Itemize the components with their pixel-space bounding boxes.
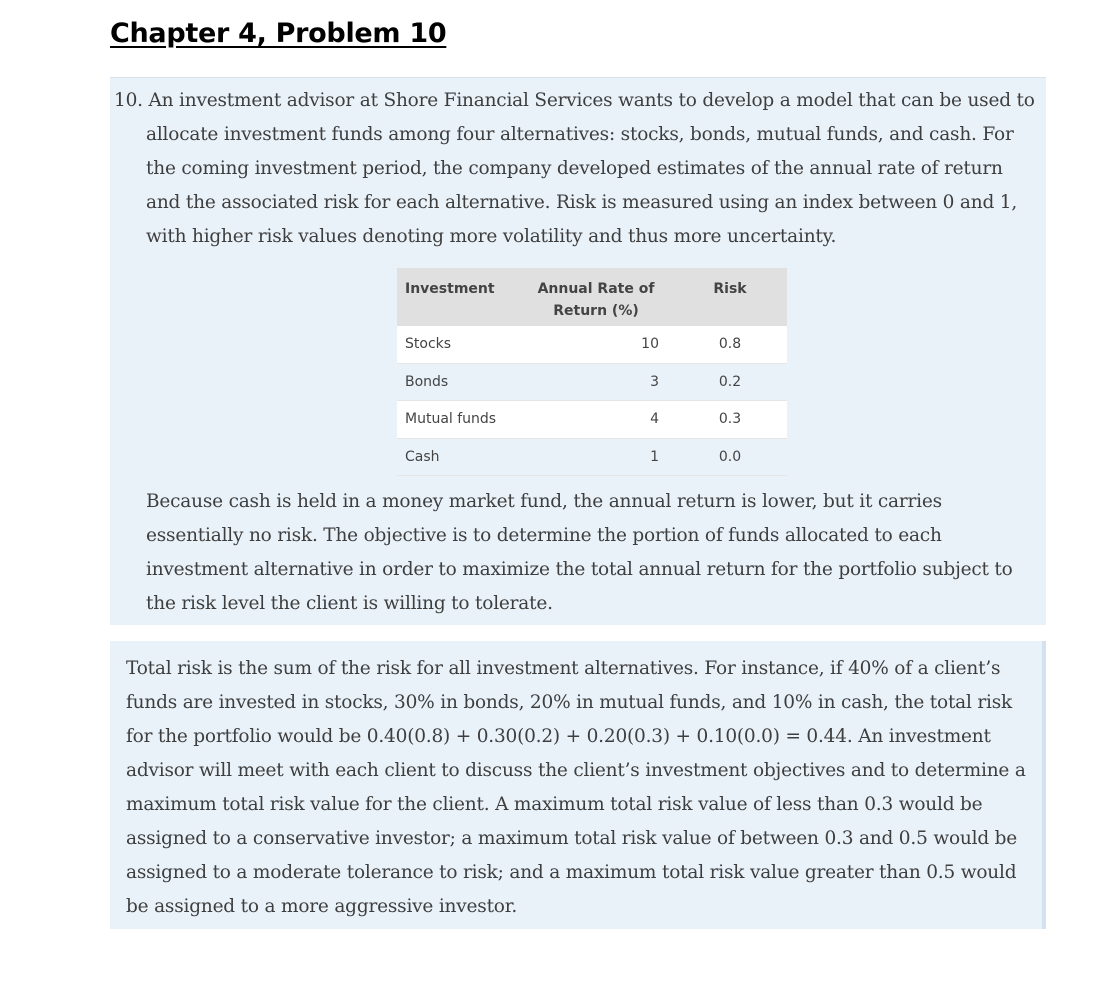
- continuation-text: [126, 652, 1031, 924]
- cell-investment: Stocks: [397, 326, 533, 363]
- cell-return: 10: [533, 326, 673, 363]
- continuation-panel: [110, 641, 1046, 929]
- cell-risk: 0.3: [673, 401, 787, 439]
- page-title: Chapter 4, Problem 10: [110, 18, 447, 49]
- column-header-risk: Risk: [673, 268, 787, 326]
- cell-return: 3: [533, 363, 673, 401]
- risk-formula: 0.40(0.8) + 0.30(0.2) + 0.20(0.3) + 0.10(0.0) = 0.44: [366, 726, 847, 747]
- cell-risk: 0.8: [673, 326, 787, 363]
- table-row: [397, 363, 787, 401]
- investment-table: [397, 268, 787, 476]
- table-header-row: [397, 268, 787, 326]
- cell-investment: Bonds: [397, 363, 533, 401]
- cell-return: 4: [533, 401, 673, 439]
- cell-risk: 0.2: [673, 363, 787, 401]
- cell-return: 1: [533, 438, 673, 476]
- cell-investment: Cash: [397, 438, 533, 476]
- column-header-annual-return: Annual Rate of Return (%): [533, 268, 673, 326]
- problem-intro: 10. An investment advisor at Shore Financial Services wants to develop a model that can be used to allocate investment funds among four alternatives: stocks, bonds, mutual funds, and cash. For the coming investment period, the company developed estimates of the annual rate of return and the associated risk for each alternative. Risk is measured using an index between 0 and 1, with higher risk values denoting more volatility and thus more uncertainty.: [114, 90, 1035, 247]
- problem-followup: Because cash is held in a money market fund, the annual return is lower, but it carries essentially no risk. The objective is to determine the portion of funds allocated to each investment alternative in order to maximize the total annual return for the portfolio subject to the risk level the client is willing to tolerate.: [146, 491, 1013, 614]
- continuation-text-before: Total risk is the sum of the risk for all investment alternatives. For instance, if 40% of a client’s funds are invested in stocks, 30% in bonds, 20% in mutual funds, and 10% in cash, the total risk for the portfolio would be: [126, 658, 1013, 747]
- continuation-text-after: . An investment advisor will meet with each client to discuss the client’s investment objectives and to determine a maximum total risk value for the client. A maximum total risk value of less than 0.3 would be assigned to a conservative investor; a maximum total risk value of between 0.3 and 0.5 would be assigned to a moderate tolerance to risk; and a maximum total risk value greater than 0.5 would be assigned to a more aggressive investor.: [126, 726, 1026, 917]
- table-row: [397, 326, 787, 363]
- cell-risk: 0.0: [673, 438, 787, 476]
- cell-investment: Mutual funds: [397, 401, 533, 439]
- column-header-investment: Investment: [397, 268, 533, 326]
- table-row: [397, 401, 787, 439]
- problem-panel: [110, 77, 1046, 625]
- table-row: [397, 438, 787, 476]
